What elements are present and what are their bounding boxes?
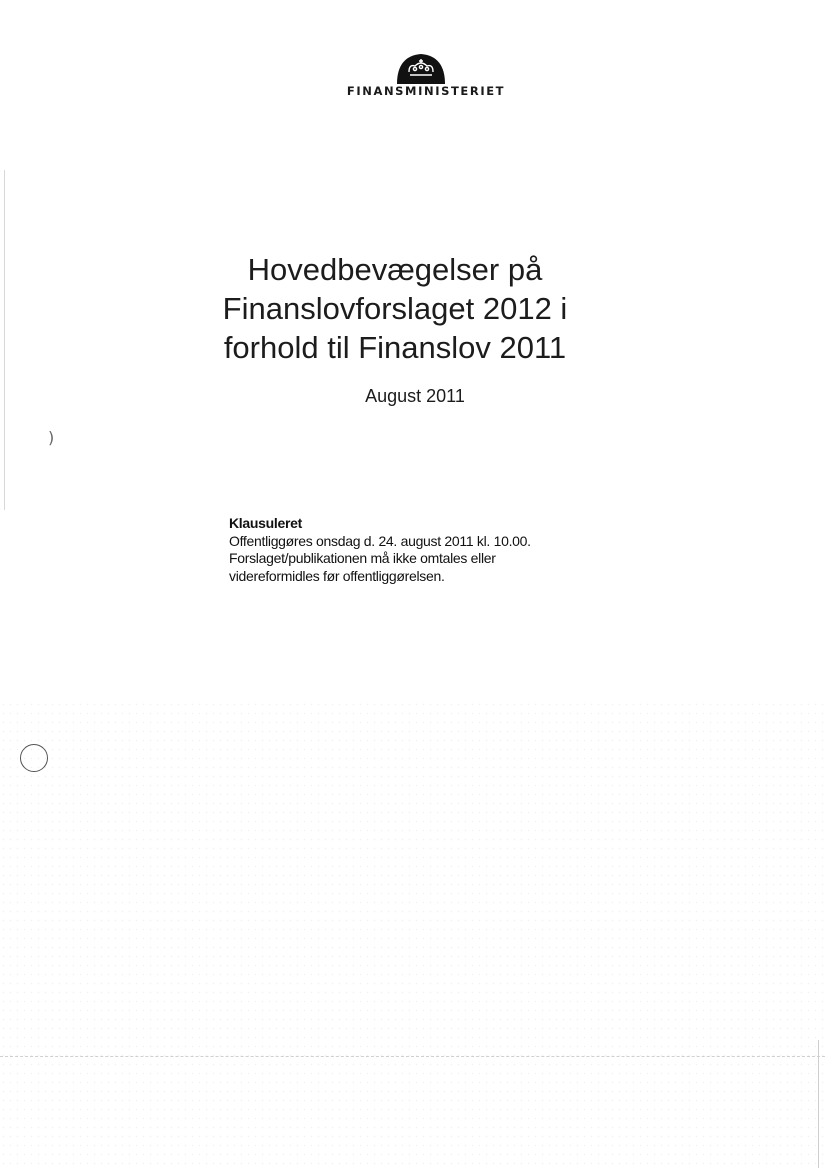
- document-title: [190, 250, 600, 367]
- title-line-1: Hovedbevægelser på: [247, 252, 543, 287]
- notice-heading: Klausuleret: [229, 515, 302, 531]
- title-line-2: Finanslovforslaget 2012 i: [222, 291, 568, 326]
- punch-hole: [20, 744, 48, 772]
- scan-line: [0, 1056, 825, 1057]
- title-line-3: forhold til Finanslov 2011: [223, 330, 567, 365]
- notice-line-2: Forslaget/publikationen må ikke omtales eller: [229, 550, 496, 566]
- notice-line-1: Offentliggøres onsdag d. 24. august 2011 kl. 10.00.: [229, 532, 531, 549]
- notice-line-3: videreformidles før offentliggørelsen.: [229, 567, 445, 584]
- ministry-name: FINANSMINISTERIET: [346, 84, 506, 98]
- scan-edge-right: [818, 1040, 819, 1168]
- scan-noise: [0, 700, 825, 1168]
- crown-icon: [395, 50, 447, 84]
- document-date: August 2011: [365, 386, 465, 406]
- scan-edge-left: [4, 170, 5, 510]
- embargo-notice: [229, 515, 589, 585]
- margin-mark: ): [48, 428, 55, 447]
